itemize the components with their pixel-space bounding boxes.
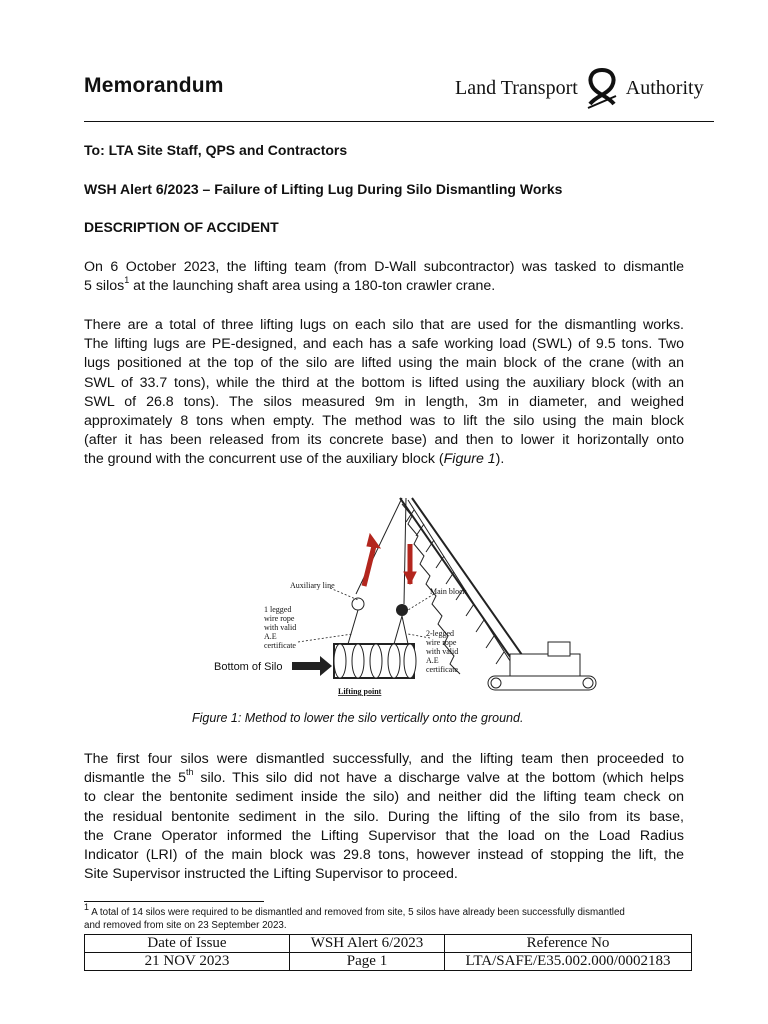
label-one-legged: A.E bbox=[264, 632, 277, 641]
footnote-text: and removed from site on 23 September 2023. bbox=[84, 920, 287, 931]
footnote-text: A total of 14 silos were required to be dismantled and removed from site, 5 silos have already been successfully dismantled bbox=[89, 907, 625, 918]
text-span: dismantle the 5 bbox=[84, 770, 186, 787]
table-row bbox=[85, 953, 692, 971]
text-line: the residual bentonite sediment in the silo. During the lifting of the silo from its base, bbox=[84, 808, 684, 825]
label-lifting-point: Lifting point bbox=[338, 687, 382, 696]
figure-ref: Figure 1 bbox=[443, 451, 496, 468]
label-one-legged: with valid bbox=[264, 623, 297, 632]
section-heading: DESCRIPTION OF ACCIDENT bbox=[84, 219, 279, 235]
figure-caption: Figure 1: Method to lower the silo vertically onto the ground. bbox=[192, 711, 524, 725]
text-line: On 6 October 2023, the lifting team (from D-Wall subcontractor) was tasked to dismantle bbox=[84, 259, 684, 275]
label-bottom-of-silo: Bottom of Silo bbox=[214, 661, 283, 673]
text-line: The lifting lugs are PE-designed, and each has a safe working load (SWL) of 9.5 tons. Two bbox=[84, 336, 684, 353]
text-line: The first four silos were dismantled successfully, and the lifting team then proceeded to bbox=[84, 751, 684, 767]
crane-diagram bbox=[212, 494, 610, 699]
table-header-date: Date of Issue bbox=[85, 935, 290, 953]
header-divider bbox=[84, 121, 714, 122]
lta-emblem-icon bbox=[582, 66, 622, 110]
table-row bbox=[85, 935, 692, 953]
table-cell-date: 21 NOV 2023 bbox=[85, 953, 290, 971]
table-cell-reference: LTA/SAFE/E35.002.000/0002183 bbox=[445, 953, 692, 971]
footnote-divider bbox=[84, 901, 264, 902]
lta-logo bbox=[455, 66, 704, 110]
text-line: Site Supervisor instructed the Lifting Supervisor to proceed. bbox=[84, 866, 458, 883]
table-cell-page: Page 1 bbox=[290, 953, 445, 971]
text-line bbox=[84, 450, 684, 469]
footnote-ref: 1 bbox=[124, 275, 130, 286]
label-two-legged: certificate bbox=[426, 665, 458, 674]
text-line bbox=[84, 277, 684, 296]
text-line: (after it has been released from its concrete base) and then to lower it horizontally onto bbox=[84, 432, 684, 449]
paragraph-incident bbox=[84, 750, 684, 884]
text-line: SWL of 33.7 tons), while the third at the bottom is lifted using the auxiliary block (with an bbox=[84, 374, 684, 391]
text-line: to clear the bentonite sediment inside the silo) and neither did the lifting team check on bbox=[84, 789, 684, 806]
label-main-block: Main block bbox=[430, 587, 467, 596]
superscript: th bbox=[186, 767, 194, 778]
text-line: the Crane Operator informed the Lifting Supervisor that the load on the Load Radius bbox=[84, 827, 684, 844]
text-line bbox=[84, 769, 684, 788]
reference-table bbox=[84, 934, 692, 971]
text-line: Indicator (LRI) of the main block was 29.8 tons, however instead of stopping the lift, the bbox=[84, 847, 684, 864]
label-two-legged: with valid bbox=[426, 647, 459, 656]
label-one-legged: wire rope bbox=[264, 614, 295, 623]
label-two-legged: wire rope bbox=[426, 638, 457, 647]
label-two-legged: 2-legged bbox=[426, 629, 454, 638]
text-span: 5 silos bbox=[84, 278, 125, 295]
text-span: at the launching shaft area using a 180-ton crawler crane. bbox=[129, 278, 496, 295]
label-one-legged: certificate bbox=[264, 641, 296, 650]
table-header-reference: Reference No bbox=[445, 935, 692, 953]
label-two-legged: A.E bbox=[426, 656, 439, 665]
page-title: Memorandum bbox=[84, 74, 224, 97]
memo-recipients: To: LTA Site Staff, QPS and Contractors bbox=[84, 142, 348, 158]
text-line: SWL of 26.8 tons). The silos measured 9m in length, 3m in diameter, and weighed bbox=[84, 393, 684, 410]
table-header-alert: WSH Alert 6/2023 bbox=[290, 935, 445, 953]
paragraph-lifting-lugs bbox=[84, 316, 684, 470]
text-span: ). bbox=[495, 451, 505, 468]
logo-text-left: Land Transport bbox=[455, 76, 578, 99]
logo-text-right: Authority bbox=[625, 76, 704, 99]
footnote bbox=[84, 901, 684, 932]
paragraph-intro bbox=[84, 258, 684, 296]
text-line: lugs positioned at the top of the silo are lifted using the main block of the crane (with an bbox=[84, 355, 684, 372]
label-auxiliary-line: Auxiliary line bbox=[290, 581, 335, 590]
text-span: silo. This silo did not have a discharge valve at the bottom (which helps bbox=[193, 770, 684, 787]
text-span: the ground with the concurrent use of the auxiliary block ( bbox=[84, 451, 444, 468]
label-one-legged: 1 legged bbox=[264, 605, 292, 614]
text-line: There are a total of three lifting lugs on each silo that are used for the dismantling works. bbox=[84, 317, 684, 333]
text-line: approximately 8 tons when empty. The method was to lift the silo using the main block bbox=[84, 413, 684, 430]
footnote-mark: 1 bbox=[84, 901, 90, 912]
memo-subject: WSH Alert 6/2023 – Failure of Lifting Lug During Silo Dismantling Works bbox=[84, 181, 563, 197]
